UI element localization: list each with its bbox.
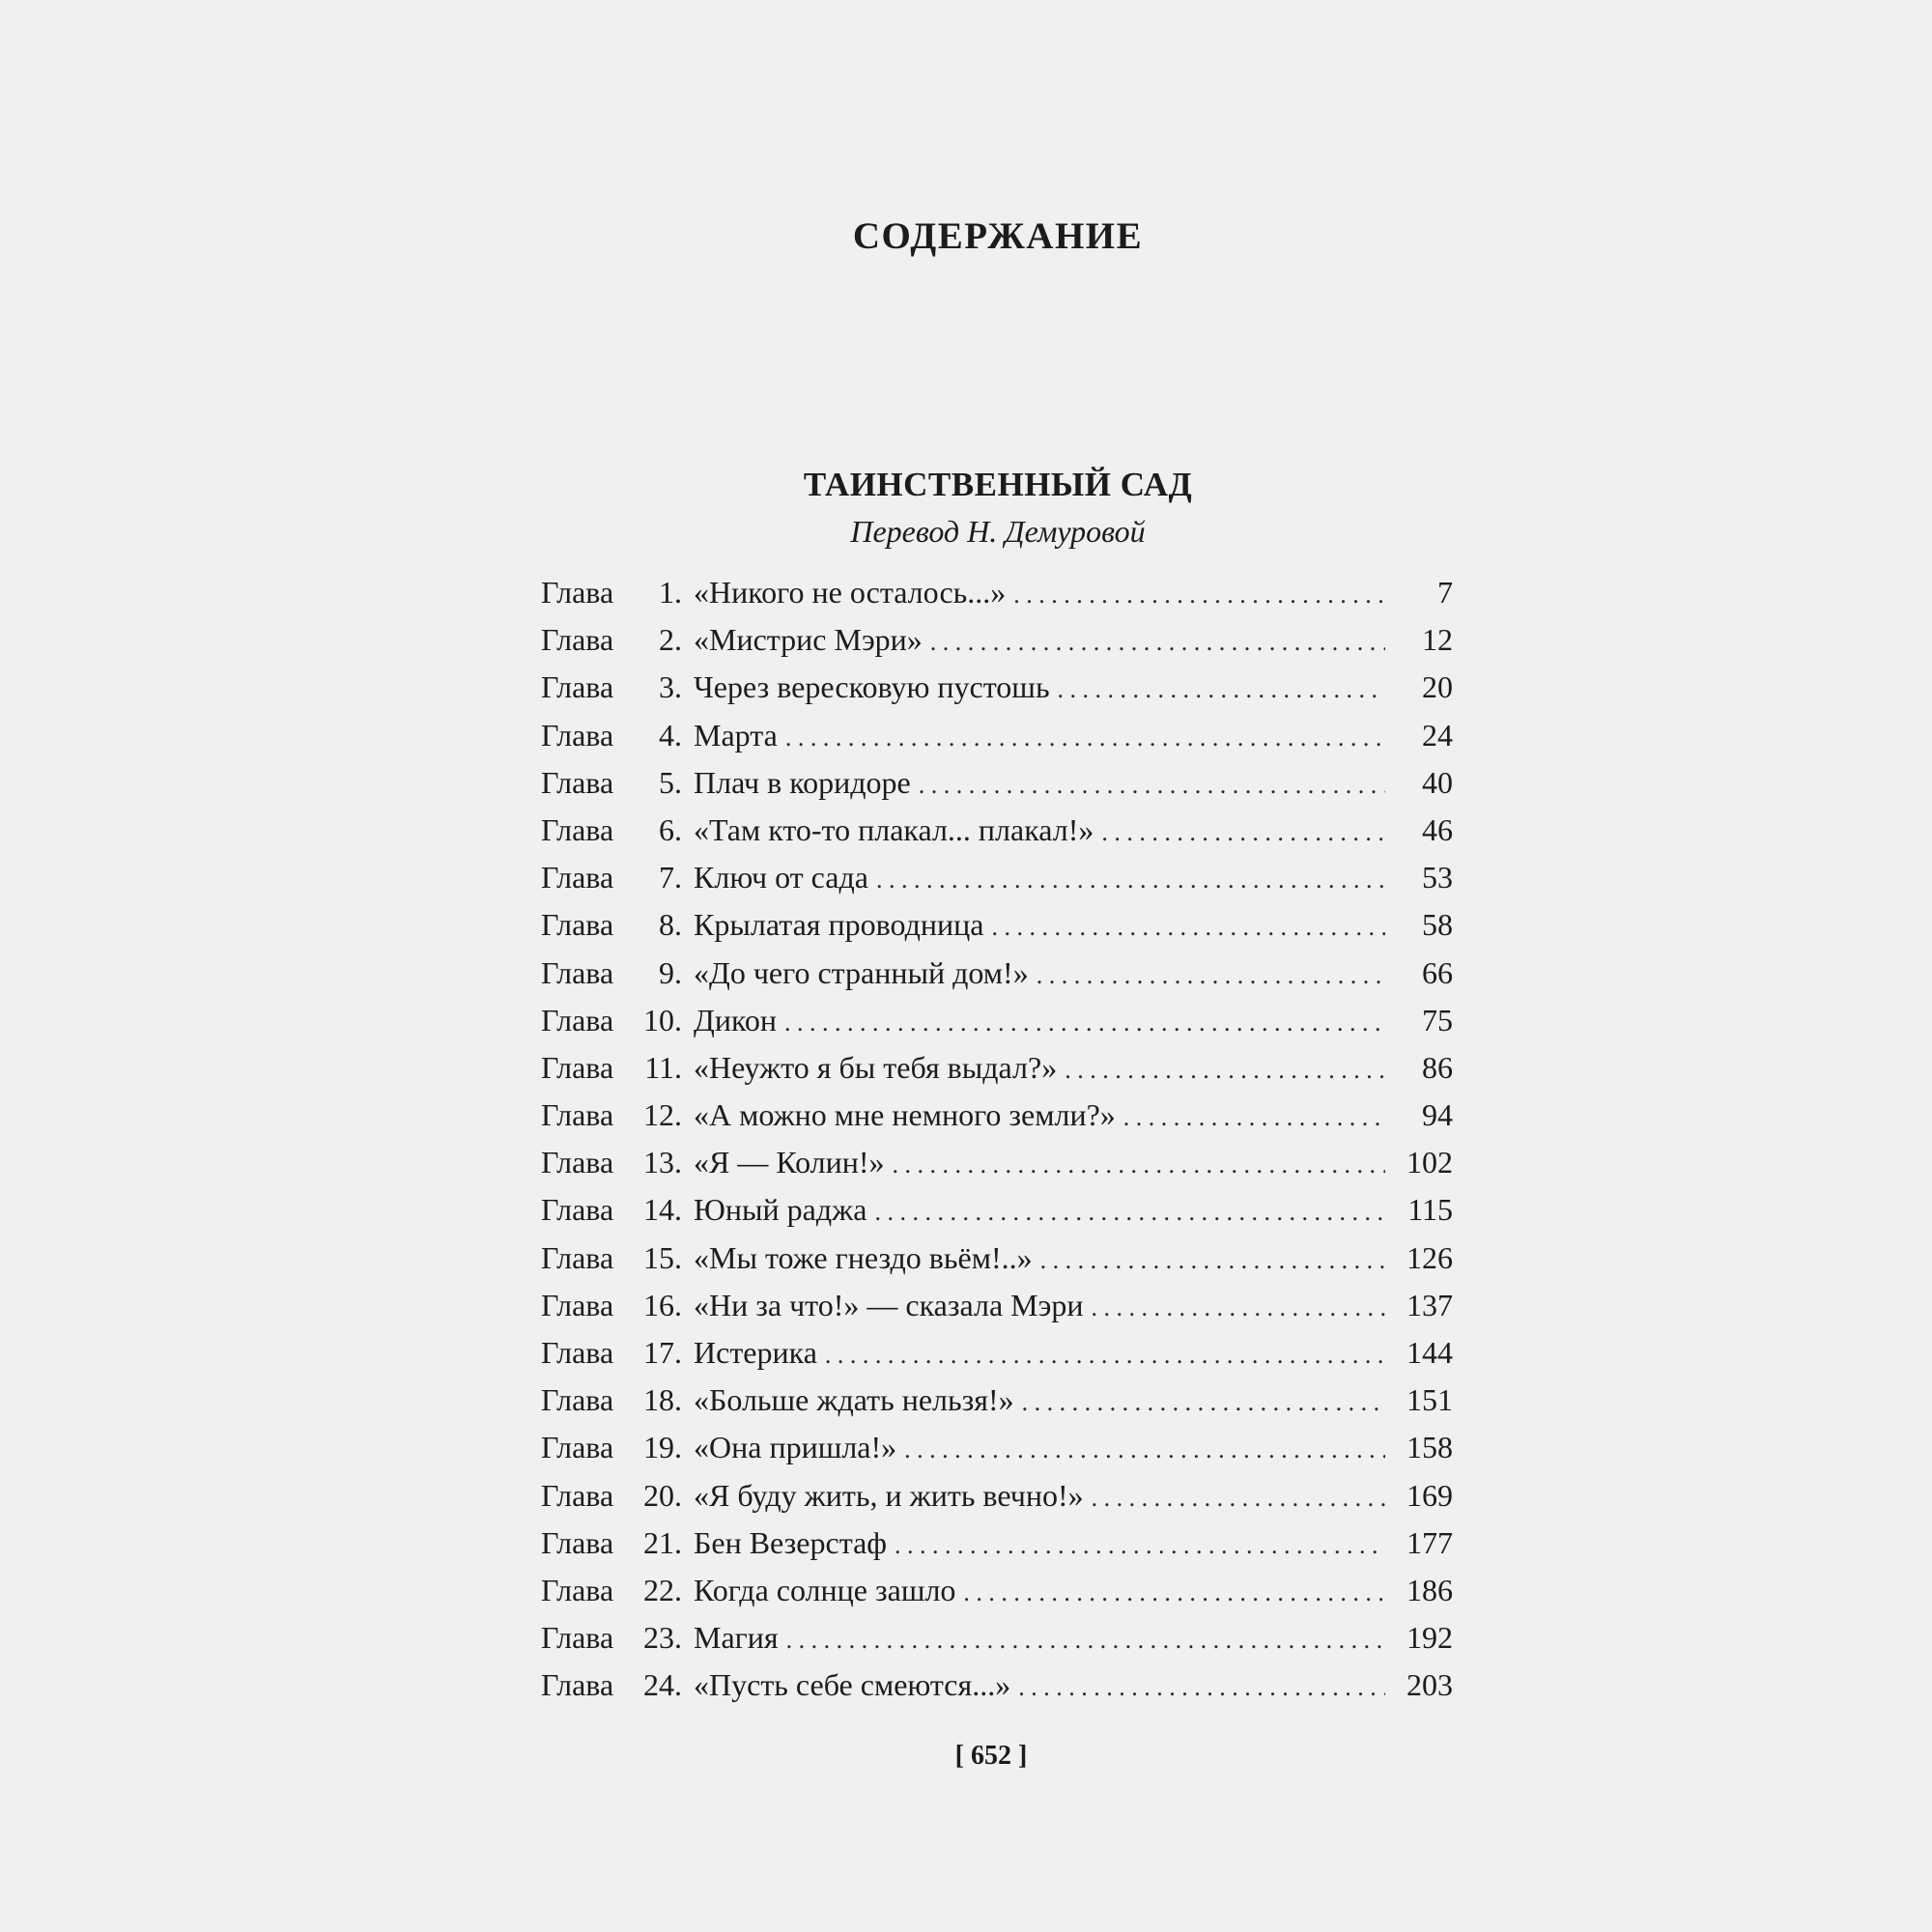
chapter-page: 75 [1422,1002,1453,1037]
chapter-page: 94 [1422,1097,1453,1133]
chapter-page: 20 [1422,669,1453,705]
toc-entry [541,1424,1453,1471]
chapter-number-period: . [674,717,682,753]
chapter-title: «Там кто-то плакал... плакал!» [694,811,1094,847]
chapter-number: 8 [659,907,674,943]
chapter-word: Глава [541,1335,614,1370]
toc-entry [541,1282,1453,1329]
chapter-title: «Она пришла!» [694,1430,897,1465]
chapter-number-period: . [674,764,682,800]
dot-leader [1040,1236,1385,1284]
chapter-number: 2 [659,622,674,658]
chapter-word: Глава [541,1239,614,1275]
chapter-title: «Я — Колин!» [694,1145,885,1180]
chapter-number: 1 [659,575,674,610]
dot-leader [1123,1094,1385,1141]
chapter-page: 158 [1406,1430,1453,1465]
chapter-page: 177 [1406,1524,1453,1560]
chapter-page: 53 [1422,860,1453,895]
chapter-word: Глава [541,907,614,943]
dot-leader [1058,666,1385,713]
chapter-title: «Ни за что!» — сказала Мэри [694,1287,1084,1322]
chapter-title: Магия [694,1620,779,1656]
chapter-word: Глава [541,1572,614,1607]
chapter-page: 7 [1437,575,1453,610]
chapter-word: Глава [541,1145,614,1180]
chapter-page: 24 [1422,717,1453,753]
dot-leader [1101,809,1385,856]
chapter-number-period: . [674,1049,682,1085]
chapter-page: 151 [1406,1382,1453,1418]
dot-leader [991,903,1385,951]
chapter-page: 66 [1422,954,1453,990]
chapter-number-period: . [674,1620,682,1656]
chapter-title: «Никого не осталось...» [694,575,1007,610]
chapter-word: Глава [541,1049,614,1085]
dot-leader [895,1521,1385,1569]
chapter-word: Глава [541,575,614,610]
chapter-word: Глава [541,1477,614,1513]
chapter-title: «Неужто я бы тебя выдал?» [694,1049,1058,1085]
chapter-number-period: . [674,1382,682,1418]
chapter-page: 186 [1406,1572,1453,1607]
book-title: ТАИНСТВЕННЫЙ САД [803,466,1193,503]
chapter-page: 12 [1422,622,1453,658]
chapter-number: 11 [644,1049,674,1085]
chapter-title: «Пусть себе смеются...» [694,1667,1011,1703]
chapter-page: 86 [1422,1049,1453,1085]
chapter-page: 144 [1406,1335,1453,1370]
chapter-number-period: . [674,669,682,705]
chapter-number: 10 [643,1002,674,1037]
toc-entry [541,854,1453,901]
chapter-page: 192 [1406,1620,1453,1656]
chapter-number: 17 [643,1335,674,1370]
chapter-word: Глава [541,669,614,705]
dot-leader [963,1569,1385,1616]
toc-entry [541,1662,1453,1709]
chapter-word: Глава [541,1382,614,1418]
dot-leader [1065,1046,1385,1094]
chapter-number-period: . [674,1192,682,1228]
chapter-page: 115 [1407,1192,1453,1228]
chapter-number-period: . [674,622,682,658]
chapter-number-period: . [674,860,682,895]
chapter-number: 7 [659,860,674,895]
chapter-number: 12 [643,1097,674,1133]
dot-leader [876,856,1385,903]
chapter-number: 18 [643,1382,674,1418]
chapter-page: 169 [1406,1477,1453,1513]
chapter-number-period: . [674,1145,682,1180]
chapter-title: «Мистрис Мэри» [694,622,923,658]
toc-entry [541,569,1453,616]
chapter-number-period: . [674,575,682,610]
chapter-number: 20 [643,1477,674,1513]
chapter-page: 46 [1422,811,1453,847]
chapter-word: Глава [541,811,614,847]
toc-entry [541,807,1453,854]
dot-leader [904,1426,1385,1473]
chapter-word: Глава [541,717,614,753]
chapter-page: 203 [1406,1667,1453,1703]
chapter-title: Истерика [694,1335,817,1370]
chapter-number-period: . [674,1430,682,1465]
toc-entry [541,1092,1453,1139]
chapter-number: 4 [659,717,674,753]
toc-entry [541,1472,1453,1520]
chapter-title: «А можно мне немного земли?» [694,1097,1116,1133]
chapter-word: Глава [541,1002,614,1037]
chapter-number-period: . [674,907,682,943]
dot-leader [825,1331,1385,1378]
dot-leader [1013,571,1385,618]
toc-entry [541,712,1453,759]
chapter-page: 40 [1422,764,1453,800]
chapter-title: «Мы тоже гнездо вьём!..» [694,1239,1033,1275]
chapter-title: Юный раджа [694,1192,867,1228]
chapter-number: 24 [643,1667,674,1703]
dot-leader [1092,1474,1385,1521]
chapter-number: 19 [643,1430,674,1465]
chapter-number-period: . [674,1667,682,1703]
chapter-number: 9 [659,954,674,990]
chapter-number-period: . [674,1002,682,1037]
chapter-title: Бен Везерстаф [694,1524,887,1560]
chapter-number: 15 [643,1239,674,1275]
chapter-number-period: . [674,954,682,990]
chapter-page: 102 [1406,1145,1453,1180]
chapter-word: Глава [541,1430,614,1465]
toc-entry [541,1044,1453,1092]
chapter-title: Ключ от сада [694,860,868,895]
dot-leader [919,761,1385,809]
chapter-page: 126 [1406,1239,1453,1275]
chapter-word: Глава [541,1524,614,1560]
dot-leader [1037,952,1385,999]
toc-entry [541,1614,1453,1662]
chapter-word: Глава [541,1287,614,1322]
chapter-word: Глава [541,1192,614,1228]
chapter-number: 6 [659,811,674,847]
table-of-contents [541,569,1453,1710]
toc-entry [541,1377,1453,1424]
toc-entry [541,1520,1453,1567]
dot-leader [930,618,1385,666]
toc-entry [541,1235,1453,1282]
chapter-word: Глава [541,860,614,895]
chapter-page: 137 [1406,1287,1453,1322]
toc-entry [541,901,1453,949]
chapter-word: Глава [541,1667,614,1703]
toc-entry [541,759,1453,807]
chapter-number: 23 [643,1620,674,1656]
toc-entry [541,664,1453,711]
chapter-number-period: . [674,811,682,847]
dot-leader [785,714,1385,761]
chapter-number-period: . [674,1287,682,1322]
chapter-number: 21 [643,1524,674,1560]
page-title: СОДЕРЖАНИЕ [852,215,1144,257]
toc-entry [541,1186,1453,1234]
chapter-title: Плач в коридоре [694,764,911,800]
chapter-title: Марта [694,717,778,753]
dot-leader [1022,1378,1385,1426]
chapter-number-period: . [674,1097,682,1133]
chapter-number-period: . [674,1239,682,1275]
chapter-title: Когда солнце зашло [694,1572,956,1607]
chapter-title: «Больше ждать нельзя!» [694,1382,1014,1418]
toc-entry [541,1567,1453,1614]
chapter-word: Глава [541,622,614,658]
chapter-word: Глава [541,954,614,990]
chapter-number-period: . [674,1524,682,1560]
dot-leader [784,999,1385,1046]
chapter-page: 58 [1422,907,1453,943]
chapter-title: «Я буду жить, и жить вечно!» [694,1477,1084,1513]
chapter-number-period: . [674,1335,682,1370]
chapter-word: Глава [541,764,614,800]
chapter-number-period: . [674,1572,682,1607]
chapter-title: Через вересковую пустошь [694,669,1050,705]
toc-entry [541,1139,1453,1186]
translator-credit: Перевод Н. Демуровой [850,514,1146,549]
dot-leader [786,1616,1385,1663]
page-number: [ 652 ] [954,1741,1028,1771]
chapter-title: «До чего странный дом!» [694,954,1029,990]
chapter-number: 14 [643,1192,674,1228]
chapter-number-period: . [674,1477,682,1513]
chapter-word: Глава [541,1620,614,1656]
toc-entry [541,950,1453,997]
chapter-title: Крылатая проводница [694,907,984,943]
chapter-word: Глава [541,1097,614,1133]
chapter-number: 16 [643,1287,674,1322]
toc-entry [541,1329,1453,1377]
toc-entry [541,616,1453,664]
toc-entry [541,997,1453,1044]
chapter-number: 5 [659,764,674,800]
chapter-title: Дикон [694,1002,777,1037]
dot-leader [1018,1663,1385,1711]
chapter-number: 22 [643,1572,674,1607]
dot-leader [874,1188,1385,1236]
chapter-number: 13 [643,1145,674,1180]
dot-leader [1091,1284,1385,1331]
dot-leader [893,1141,1385,1188]
chapter-number: 3 [659,669,674,705]
